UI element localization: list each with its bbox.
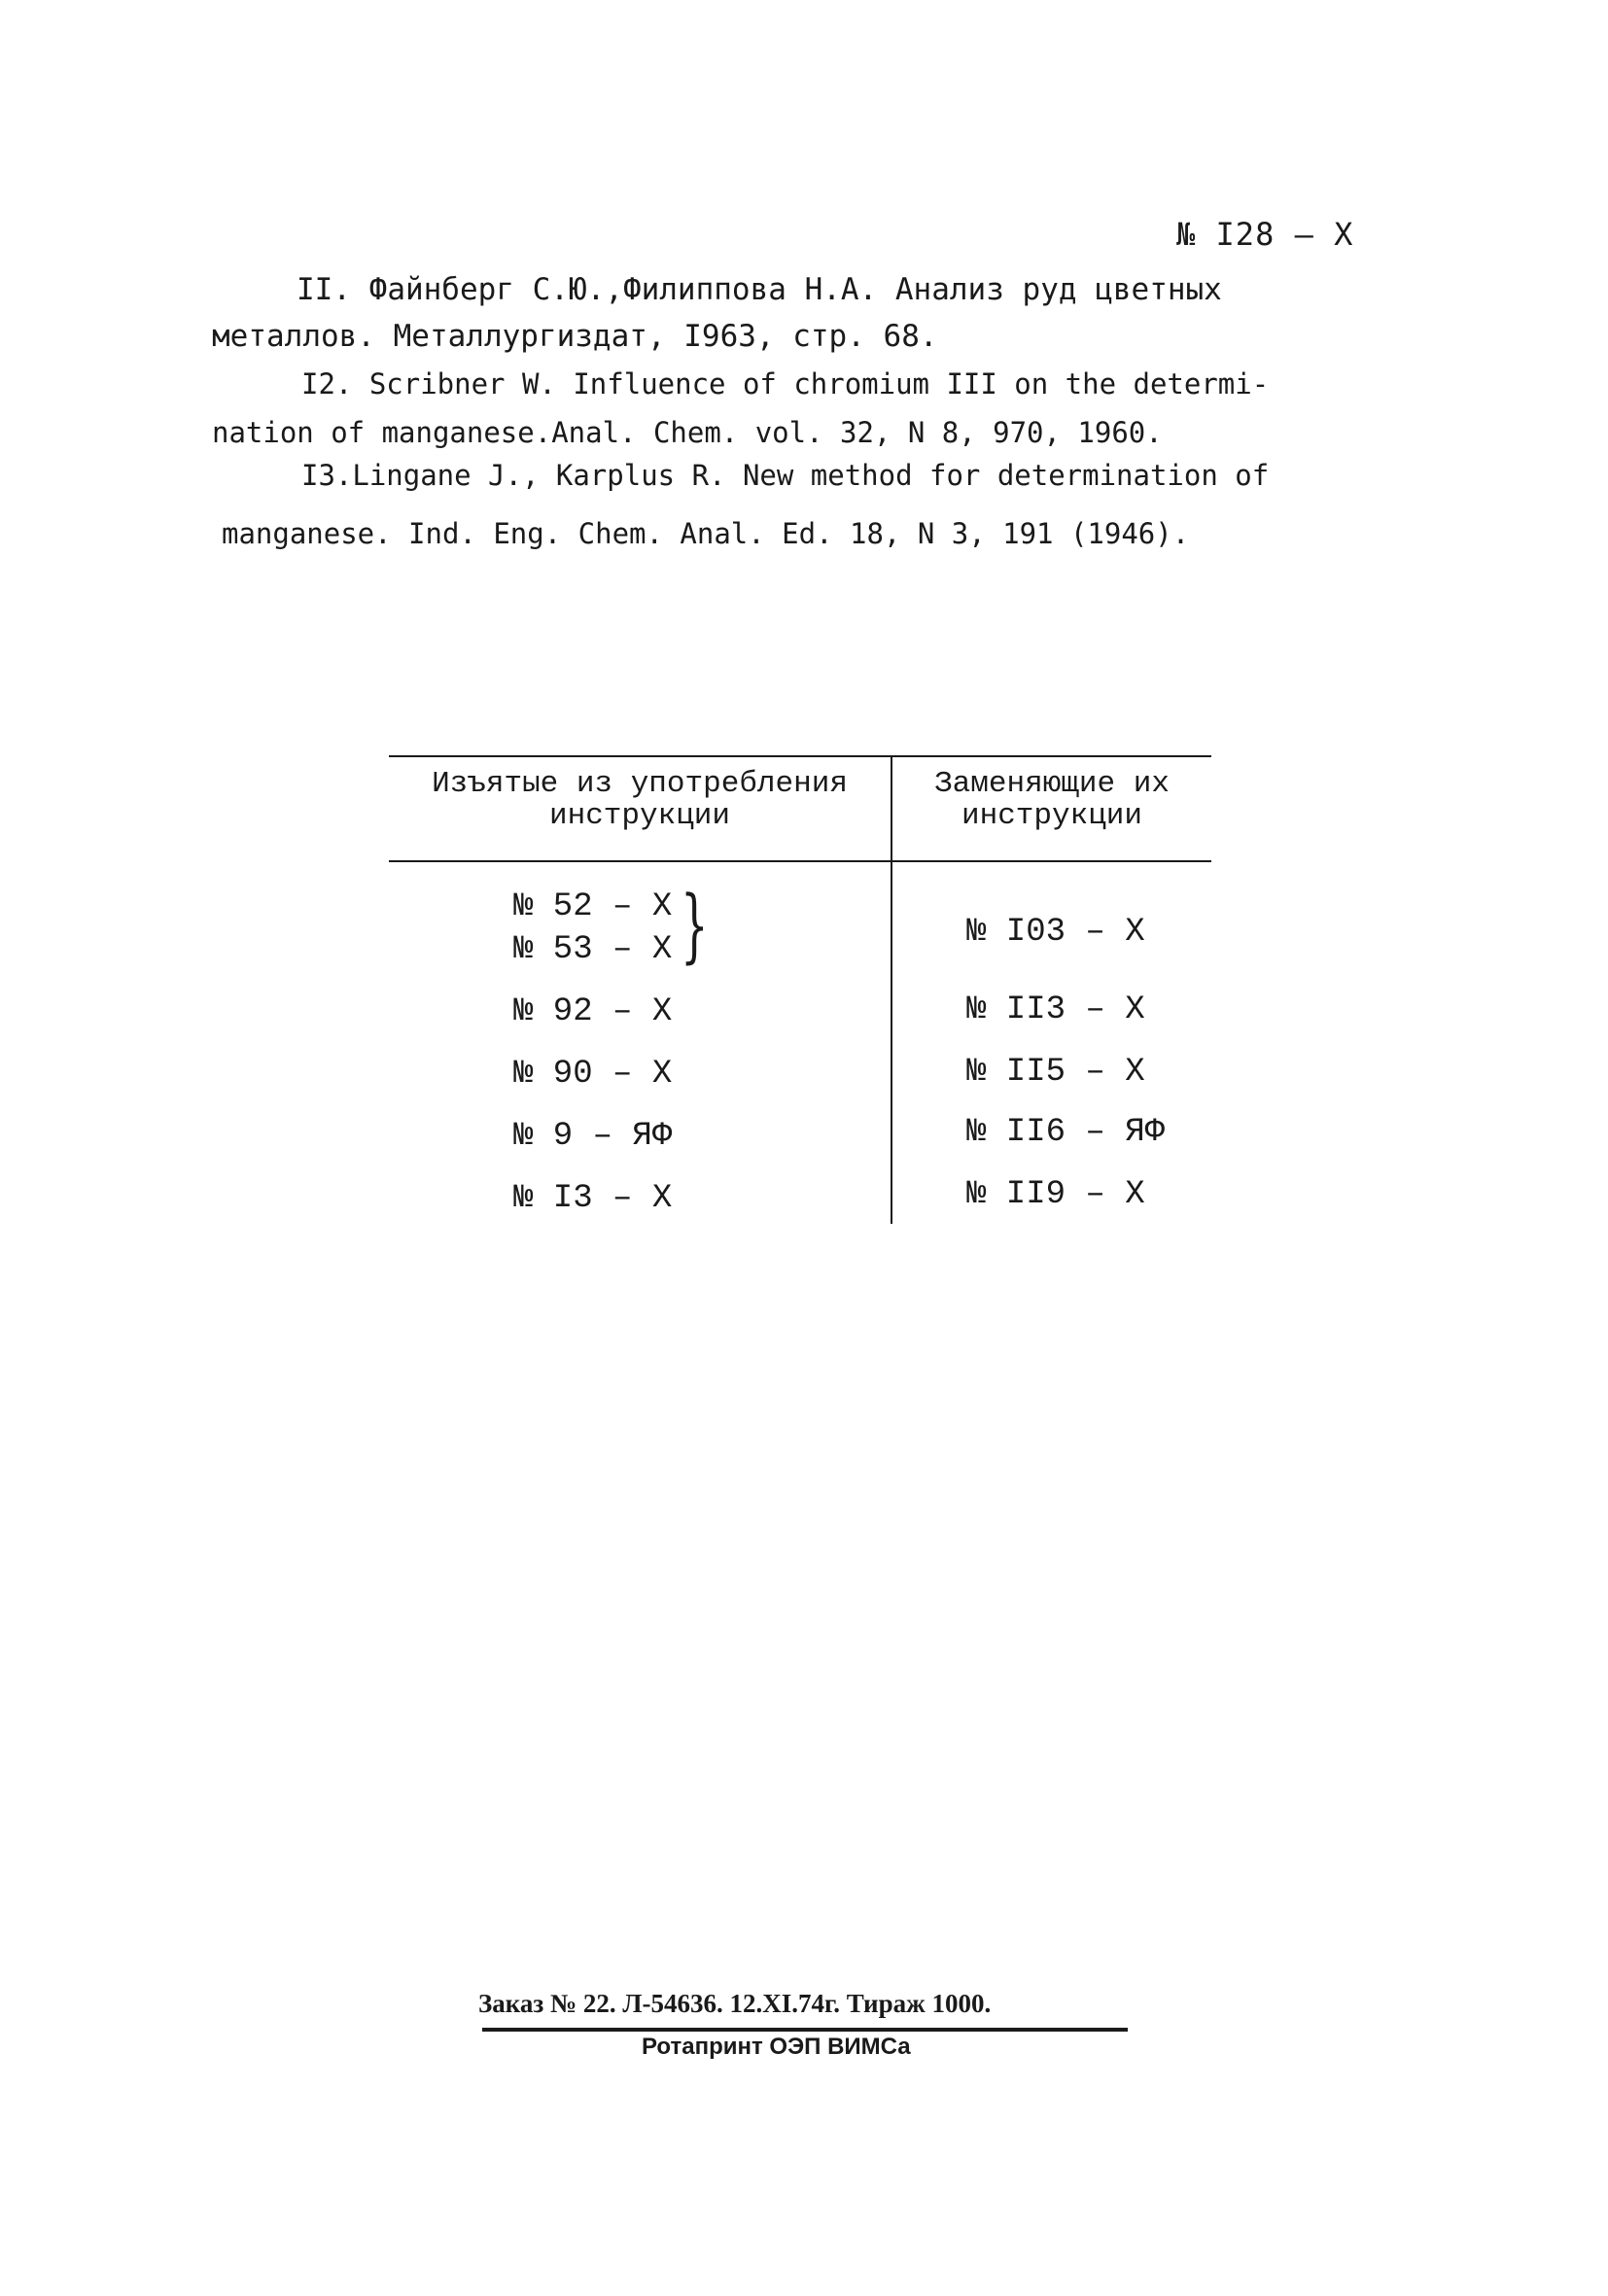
withdrawn-cell: № 52 – X bbox=[513, 888, 673, 925]
withdrawn-cell: № I3 – X bbox=[513, 1180, 673, 1217]
reference-12-line2: nation of manganese.Anal. Chem. vol. 32, N 8, 970, 1960. bbox=[212, 416, 1163, 449]
reference-11-line2: металлов. Металлургиздат, I963, стр. 68. bbox=[212, 319, 938, 354]
reference-13-line2: manganese. Ind. Eng. Chem. Anal. Ed. 18, N 3, 191 (1946). bbox=[222, 517, 1190, 550]
table-header-replacing-line1: Заменяющие их bbox=[934, 767, 1170, 801]
replacing-cell: № II6 – ЯФ bbox=[966, 1114, 1166, 1151]
reference-12-line1: I2. Scribner W. Influence of chromium III on the determi- bbox=[301, 367, 1270, 400]
printer-line: Ротапринт ОЭП ВИМСа bbox=[642, 2034, 911, 2060]
grouping-brace: } bbox=[681, 880, 709, 972]
withdrawn-cell: № 90 – X bbox=[513, 1056, 673, 1093]
print-order-line: Заказ № 22. Л-54636. 12.XI.74г. Тираж 1000. bbox=[478, 1989, 992, 2018]
table-header-rule bbox=[389, 860, 1211, 862]
withdrawn-cell: № 92 – X bbox=[513, 993, 673, 1030]
table-header-withdrawn-line2: инструкции bbox=[548, 799, 731, 833]
table-header-replacing-line2: инструкции bbox=[961, 799, 1143, 833]
table-header-replacing bbox=[892, 768, 1211, 832]
table-header-withdrawn bbox=[389, 768, 891, 832]
table-header-withdrawn-line1: Изъятые из употребления bbox=[432, 767, 848, 801]
reference-13-line1: I3.Lingane J., Karplus R. New method for determination of bbox=[301, 459, 1270, 492]
replacing-cell: № I03 – X bbox=[966, 914, 1145, 951]
replacing-cell: № II3 – X bbox=[966, 991, 1145, 1028]
replacing-cell: № II5 – X bbox=[966, 1054, 1145, 1091]
document-number: № I28 – X bbox=[1176, 216, 1354, 253]
withdrawn-cell: № 53 – X bbox=[513, 931, 673, 968]
table-top-rule bbox=[389, 755, 1211, 757]
reference-11-line1: II. Файнберг С.Ю.,Филиппова Н.А. Анализ руд цветных bbox=[297, 272, 1222, 307]
replacing-cell: № II9 – X bbox=[966, 1176, 1145, 1213]
withdrawn-cell: № 9 – ЯФ bbox=[513, 1118, 673, 1155]
footer-rule bbox=[482, 2028, 1128, 2032]
